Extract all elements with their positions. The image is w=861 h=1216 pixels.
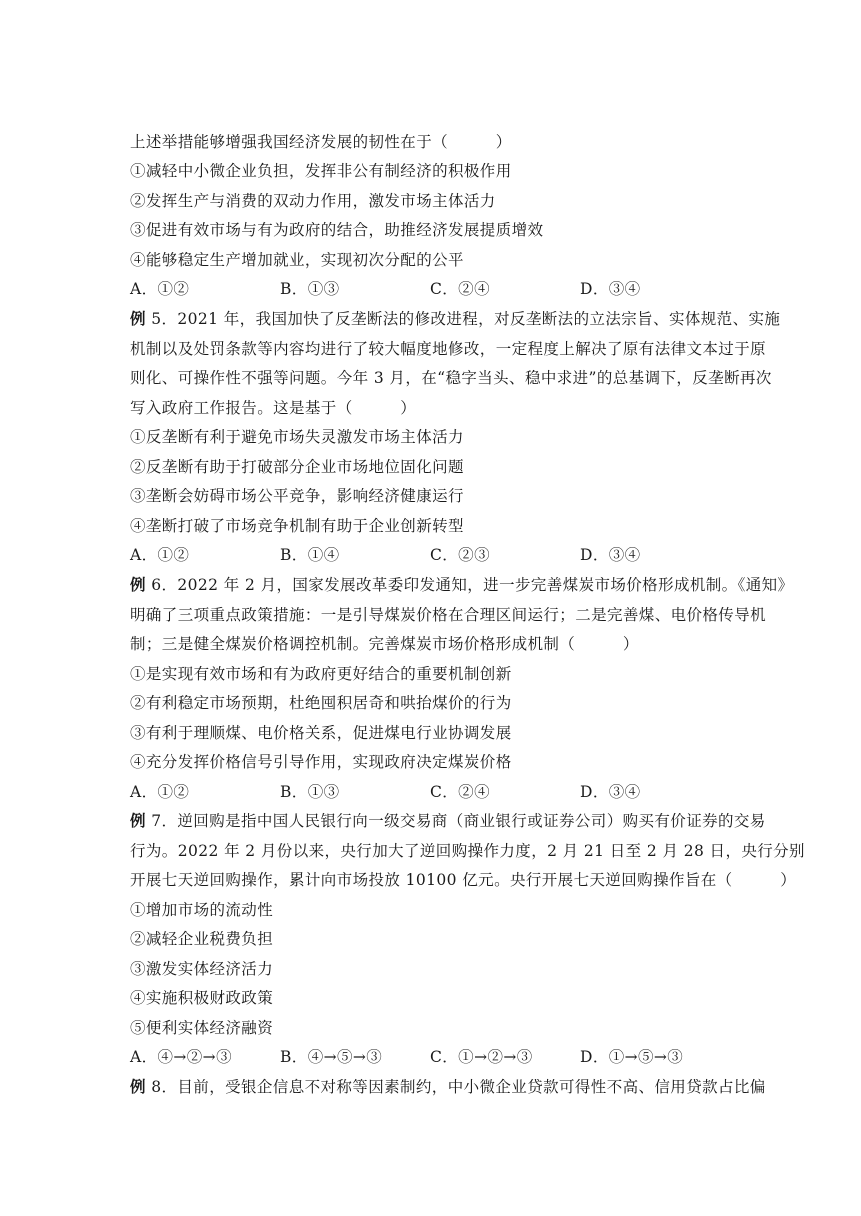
q7-option-c: C．①→②→③ (430, 1048, 533, 1066)
q5-statement-4: ④垄断打破了市场竞争机制有助于企业创新转型 (130, 517, 464, 535)
q7-option-b: B．④→⑤→③ (280, 1048, 383, 1066)
q7-statement-3: ③激发实体经济活力 (130, 960, 274, 978)
q6-option-b: B．①③ (280, 783, 340, 801)
q6-label: 例 (130, 575, 146, 594)
q4-statement-2: ②发挥生产与消费的双动力作用，激发市场主体活力 (130, 192, 496, 210)
q6-stem: 例 6．2022 年 2 月，国家发展改革委印发通知，进一步完善煤炭市场价格形成机制。《通知》 明确了三项重点政策措施：一是引导煤炭价格在合理区间运行；二是完善煤、电价格传导机 制；三是健全煤炭价格调控机制。完善煤炭市场价格形成机制（ ） (130, 575, 794, 653)
q7-statement-1: ①增加市场的流动性 (130, 901, 274, 919)
q7-stem: 例 7．逆回购是指中国人民银行向一级交易商（商业银行或证券公司）购买有价证券的交易 行为。2022 年 2 月份以来，央行加大了逆回购操作力度，2 月 21 日至 2 月 28 日，央行分别 开展七天逆回购操作，累计向市场投放 10100 亿元。央行开展七天逆回购操作旨在（ ） (130, 811, 805, 889)
q5-option-b: B．①④ (280, 546, 340, 564)
q4-option-a: A．①② (130, 280, 190, 298)
q6-statement-2: ②有利稳定市场预期，杜绝囤积居奇和哄抬煤价的行为 (130, 694, 512, 712)
q6-option-d: D．③④ (580, 783, 641, 801)
q7-option-a: A．④→②→③ (130, 1048, 232, 1066)
q4-option-d: D．③④ (580, 280, 641, 298)
q5-label: 例 (130, 309, 146, 328)
q4-option-c: C．②④ (430, 280, 490, 298)
q5-stem: 例 5．2021 年，我国加快了反垄断法的修改进程，对反垄断法的立法宗旨、实体规范、实施 机制以及处罚条款等内容均进行了较大幅度地修改，一定程度上解决了原有法律文本过于原 则化、可操作性不强等问题。今年 3 月，在“稳字当头、稳中求进”的总基调下，反垄断再次 写入政府工作报告。这是基于（ ） (130, 309, 781, 417)
q5-option-d: D．③④ (580, 546, 641, 564)
q7-statement-2: ②减轻企业税费负担 (130, 930, 274, 948)
q7-statement-5: ⑤便利实体经济融资 (130, 1019, 274, 1037)
q4-statement-4: ④能够稳定生产增加就业，实现初次分配的公平 (130, 251, 464, 269)
q6-option-a: A．①② (130, 783, 190, 801)
q6-statement-4: ④充分发挥价格信号引导作用，实现政府决定煤炭价格 (130, 753, 512, 771)
q4-statement-1: ①减轻中小微企业负担，发挥非公有制经济的积极作用 (130, 162, 512, 180)
q7-statement-4: ④实施积极财政政策 (130, 989, 274, 1007)
q6-option-c: C．②④ (430, 783, 490, 801)
q7-label: 例 (130, 811, 146, 830)
q5-statement-1: ①反垄断有利于避免市场失灵激发市场主体活力 (130, 428, 464, 446)
q5-statement-3: ③垄断会妨碍市场公平竞争，影响经济健康运行 (130, 487, 464, 505)
q4-statement-3: ③促进有效市场与有为政府的结合，助推经济发展提质增效 (130, 221, 544, 239)
q5-statement-2: ②反垄断有助于打破部分企业市场地位固化问题 (130, 458, 464, 476)
q6-statement-3: ③有利于理顺煤、电价格关系，促进煤电行业协调发展 (130, 724, 512, 742)
q7-option-d: D．①→⑤→③ (580, 1048, 684, 1066)
q4-stem: 上述举措能够增强我国经济发展的韧性在于（ ） (130, 133, 512, 151)
q8-label: 例 (130, 1077, 146, 1096)
q5-option-a: A．①② (130, 546, 190, 564)
q4-option-b: B．①③ (280, 280, 340, 298)
q5-option-c: C．②③ (430, 546, 490, 564)
q8-stem: 例 8．目前，受银企信息不对称等因素制约，中小微企业贷款可得性不高、信用贷款占比偏 (130, 1077, 766, 1096)
q6-statement-1: ①是实现有效市场和有为政府更好结合的重要机制创新 (130, 665, 512, 683)
